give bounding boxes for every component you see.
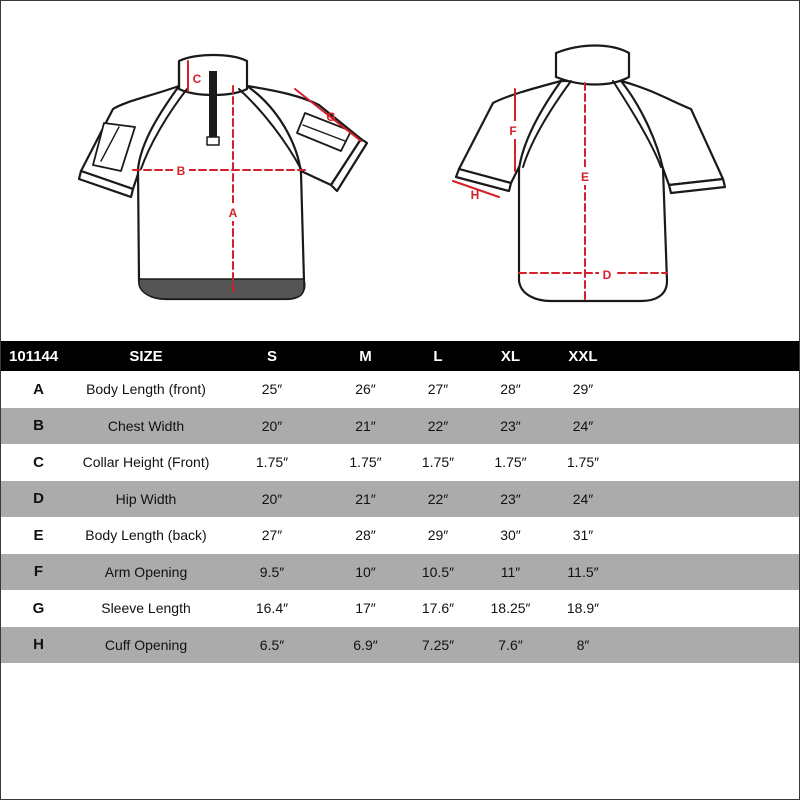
size-col-xl: XL [500,347,521,365]
row-letter: D [1,481,76,518]
row-value: 17.6″ [421,600,455,617]
row-name: Arm Opening [76,554,216,591]
row-letter: G [32,599,45,617]
table-row [1,590,799,627]
label-c: C [192,72,202,86]
row-value: 20″ [216,408,328,445]
row-value: 11″ [473,554,548,591]
row-name: Body Length (front) [86,381,206,397]
row-value: 7.25″ [403,627,473,664]
row-value: 30″ [500,527,521,544]
table-row [1,408,799,445]
row-letter: E [33,526,44,544]
row-value: 6.9″ [328,627,403,664]
row-value: 27″ [261,527,283,544]
size-col-l: L [433,347,443,365]
table-row [1,554,799,591]
table-row [1,627,799,664]
row-name: Hip Width [76,481,216,518]
row-value: 1.75″ [566,454,600,471]
row-value: 29″ [427,527,449,544]
row-value: 24″ [548,481,618,518]
row-value: 18.25″ [490,600,531,617]
row-value: 31″ [572,527,594,544]
row-letter: B [1,408,76,445]
label-g: G [326,110,336,124]
row-letter: H [1,627,76,664]
label-h: H [470,188,480,202]
label-f: F [509,124,517,138]
row-value: 23″ [473,408,548,445]
row-value: 1.75″ [349,454,382,471]
row-name: Chest Width [76,408,216,445]
label-a: A [228,206,238,220]
size-col-s: S [266,347,277,365]
row-name: Sleeve Length [101,600,191,617]
front-shirt-drawing [79,55,367,299]
row-value: 29″ [572,381,594,397]
size-header: SIZE [129,347,163,365]
row-value: 20″ [216,481,328,518]
size-table-container [1,341,799,664]
row-letter: A [33,380,44,398]
size-col-xxl: XXL [568,347,598,365]
garment-diagram [1,1,799,341]
label-d: D [602,268,612,282]
row-value: 16.4″ [255,600,289,617]
row-letter: F [1,554,76,591]
label-e: E [580,170,590,184]
row-value: 1.75″ [255,454,289,471]
table-row [1,481,799,518]
row-value: 10″ [328,554,403,591]
row-value: 24″ [548,408,618,445]
row-value: 11.5″ [548,554,618,591]
row-value: 26″ [355,381,376,397]
row-value: 27″ [427,381,449,397]
row-value: 10.5″ [403,554,473,591]
row-value: 8″ [548,627,618,664]
row-value: 21″ [328,481,403,518]
row-value: 22″ [403,481,473,518]
product-code: 101144 [9,347,59,365]
row-value: 6.5″ [216,627,328,664]
row-value: 21″ [328,408,403,445]
size-col-m: M [359,347,372,365]
header-spacer [618,341,799,371]
row-name: Body Length (back) [85,527,207,544]
row-value: 1.75″ [494,454,527,471]
row-value: 23″ [473,481,548,518]
label-b: B [176,164,186,178]
row-value: 9.5″ [216,554,328,591]
size-table [1,341,799,664]
row-value: 28″ [355,527,376,544]
row-letter: C [33,453,44,471]
row-value: 18.9″ [566,600,600,617]
table-header-row [1,341,799,371]
row-value: 25″ [261,381,283,397]
row-name: Collar Height (Front) [82,454,210,471]
table-row [1,444,799,481]
row-value: 22″ [403,408,473,445]
row-value: 1.75″ [421,454,455,471]
row-name: Cuff Opening [76,627,216,664]
row-value: 28″ [500,381,521,397]
row-value: 17″ [355,600,376,617]
row-value: 7.6″ [473,627,548,664]
table-row [1,517,799,554]
table-row [1,371,799,408]
